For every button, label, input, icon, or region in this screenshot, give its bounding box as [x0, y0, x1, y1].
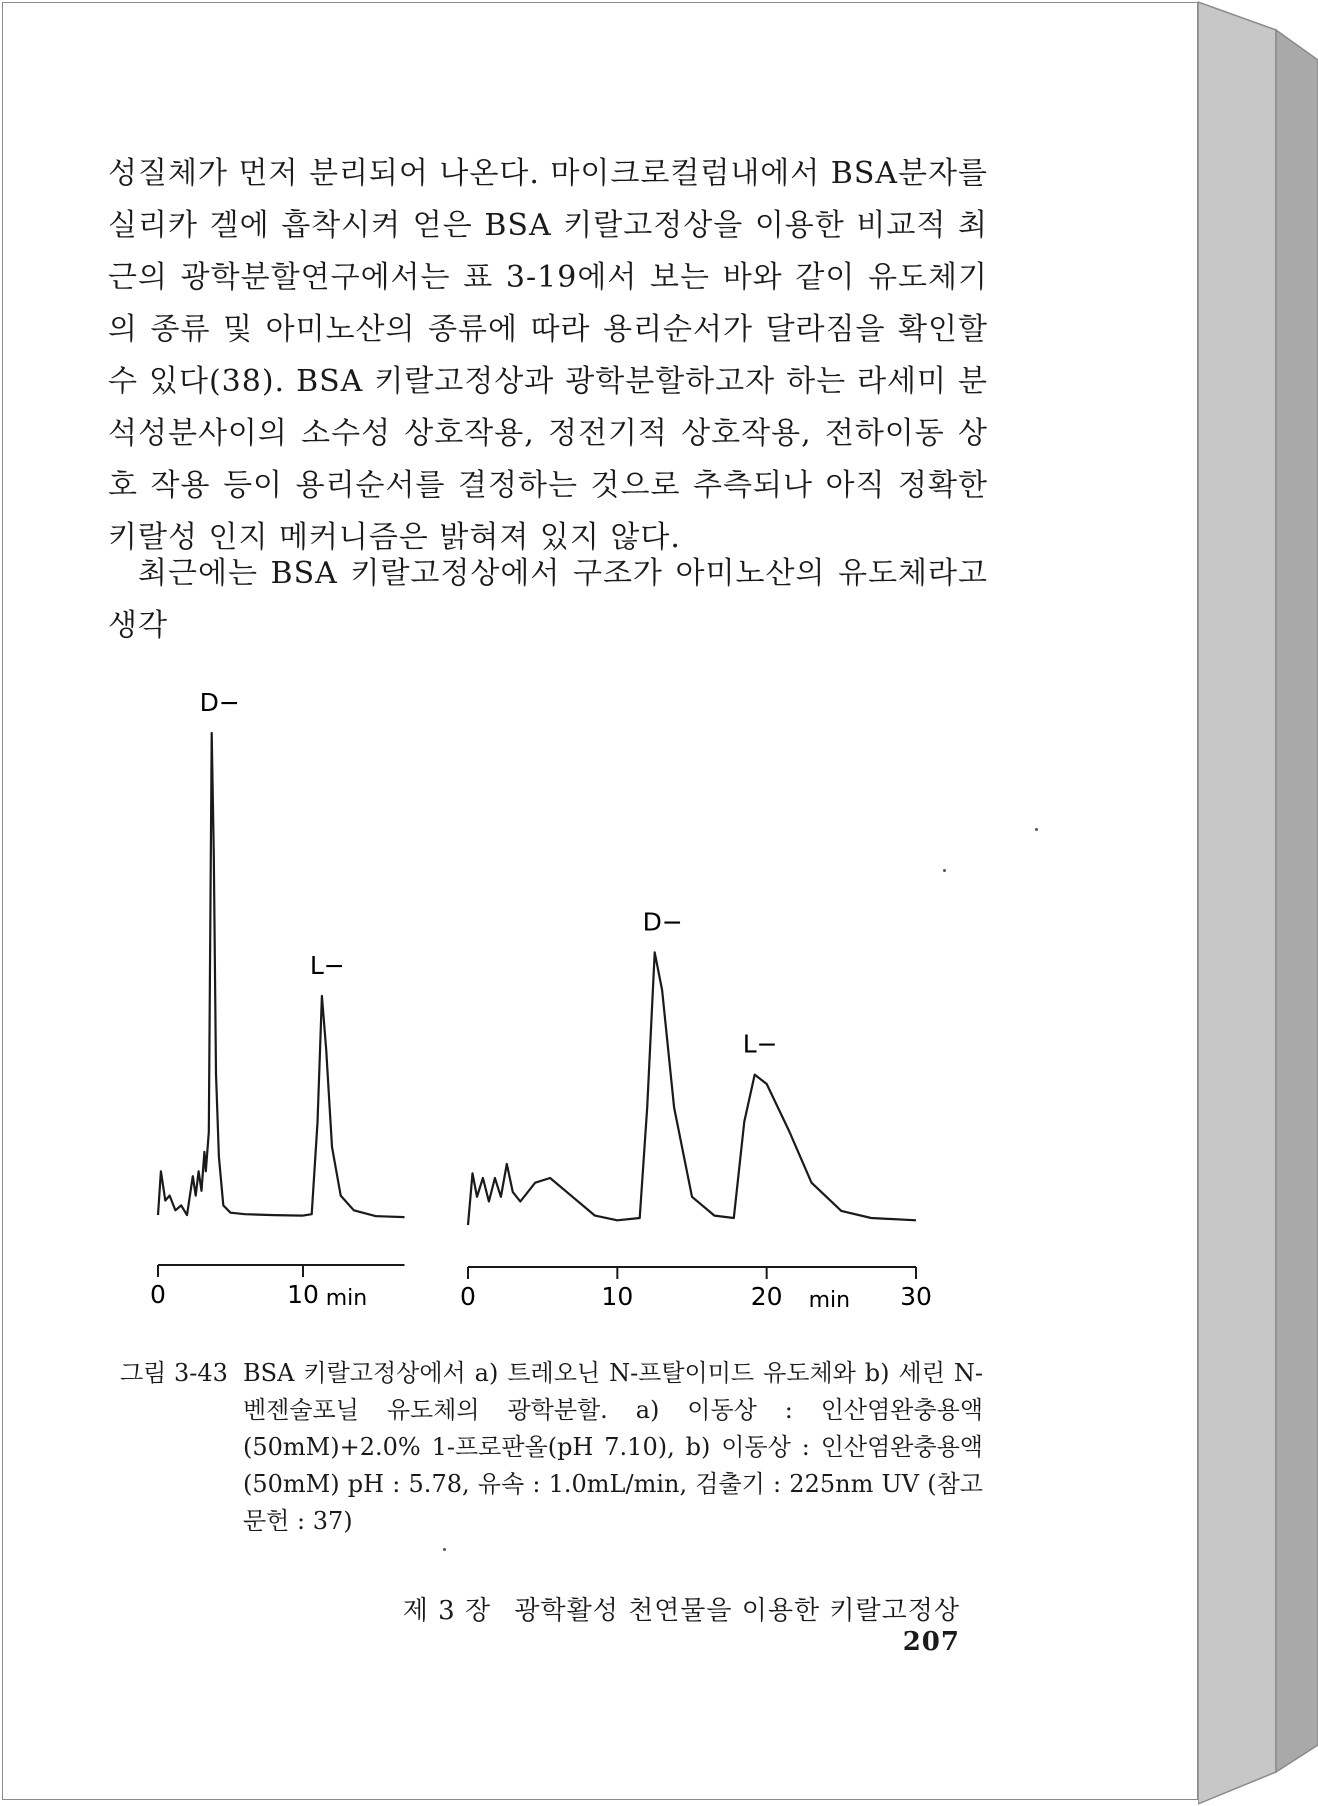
figure-caption-text: BSA 키랄고정상에서 a) 트레오닌 N-프탈이미드 유도체와 b) 세린 N-벤젠술포닐 유도체의 광학분할. a) 이동상 : 인산염완충용액(50mM)+2.0% 1-프로판올(pH 7.10), b) 이동상 : 인산염완충용액(50mM) pH : 5.78, 유속 : 1.0mL/min, 검출기 : 225nm UV (참고문헌 : 37): [243, 1359, 983, 1535]
chromatogram-trace-a: [158, 733, 405, 1217]
x-tick-label-b: 20: [750, 1282, 783, 1311]
peak-label-a: L−: [309, 950, 345, 980]
running-footer: [390, 1590, 960, 1657]
chromatogram-trace-b: [468, 952, 916, 1225]
figure-caption-label: 그림 3-43: [120, 1359, 228, 1387]
scan-speck: [1035, 828, 1038, 831]
scan-speck: [943, 869, 946, 872]
page-number: 207: [902, 1627, 960, 1657]
footer-title: 광학활성 천연물을 이용한 키랄고정상: [514, 1596, 960, 1626]
x-unit-label-a: min: [325, 1286, 368, 1311]
scan-speck: [443, 1548, 446, 1551]
body-paragraph-1: 성질체가 먼저 분리되어 나온다. 마이크로컬럼내에서 BSA분자를 실리카 겔에 흡착시켜 얻은 BSA 키랄고정상을 이용한 비교적 최근의 광학분할연구에서는 표 3-19에서 보는 바와 같이 유도체기의 종류 및 아미노산의 종류에 따라 용리순서가 달라짐을 확인할 수 있다(38). BSA 키랄고정상과 광학분할하고자 하는 라세미 분석성분사이의 소수성 상호작용, 정전기적 상호작용, 전하이동 상호 작용 등이 용리순서를 결정하는 것으로 추측되나 아직 정확한 키랄성 인지 메커니즘은 밝혀져 있지 않다.: [108, 156, 988, 555]
peak-label-a: D−: [199, 688, 240, 717]
page-stack-edge: [1198, 0, 1318, 1806]
x-unit-label-b: min: [808, 1288, 851, 1313]
chromatogram-figure: [130, 675, 970, 1325]
x-tick-label-b: 10: [601, 1282, 634, 1311]
x-tick-label-b: 30: [900, 1282, 932, 1311]
x-tick-label-b: 0: [460, 1282, 476, 1311]
footer-chapter: 제 3 장: [402, 1596, 492, 1626]
peak-label-b: L−: [742, 1029, 778, 1059]
body-paragraph-2: 최근에는 BSA 키랄고정상에서 구조가 아미노산의 유도체라고 생각: [108, 556, 988, 643]
x-tick-label-a: 0: [150, 1280, 166, 1309]
peak-label-b: D−: [642, 907, 683, 937]
x-tick-label-a: 10: [287, 1280, 319, 1309]
